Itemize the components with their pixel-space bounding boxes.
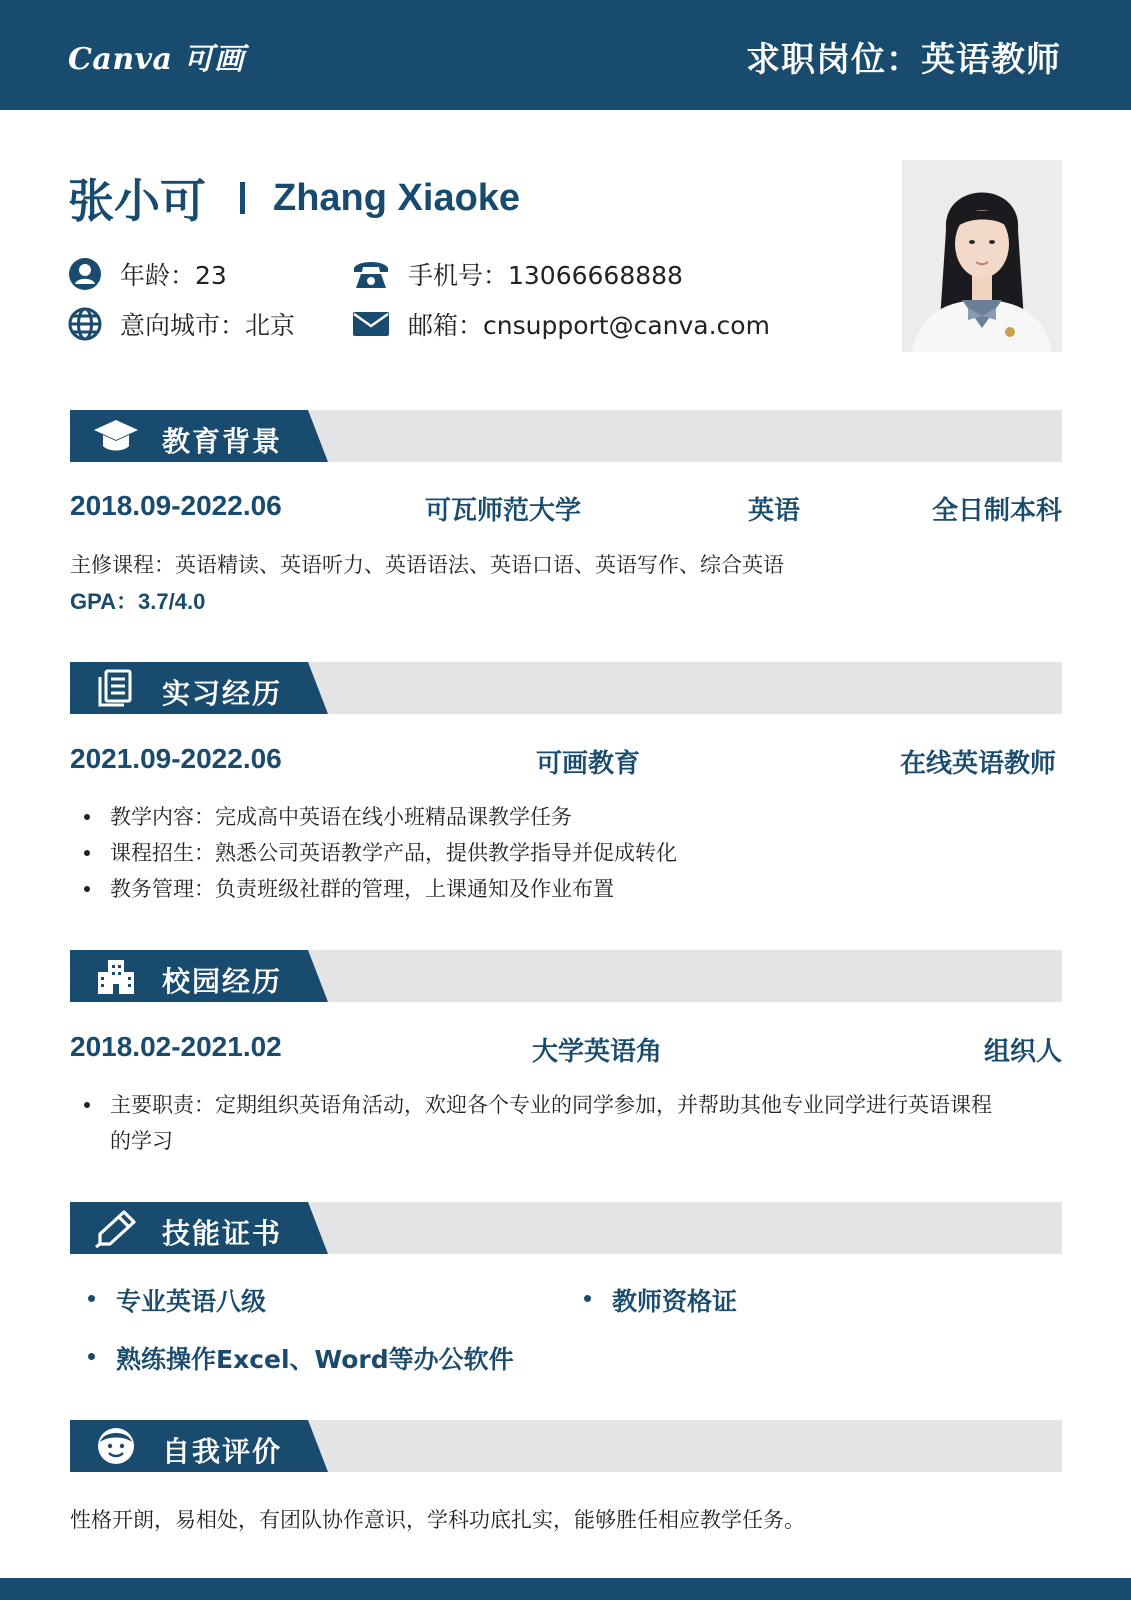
- education-courses: 主修课程：英语精读、英语听力、英语语法、英语口语、英语写作、综合英语: [70, 553, 784, 577]
- list-item: 主要职责：定期组织英语角活动，欢迎各个专业的同学参加，并帮助其他专业同学进行英语课程的学习: [70, 1087, 1010, 1159]
- self-section-header: [70, 1420, 1062, 1472]
- education-degree: 全日制本科: [931, 496, 1062, 526]
- education-row: [70, 490, 1062, 526]
- age-text: 年龄：23: [120, 261, 227, 290]
- envelope-icon: [352, 310, 390, 338]
- internship-org: 可画教育: [536, 749, 641, 779]
- list-item: 课程招生：熟悉公司英语教学产品，提供教学指导并促成转化: [70, 835, 1050, 871]
- city-text: 意向城市：北京: [120, 311, 296, 340]
- self-evaluation-text: 性格开朗，易相处，有团队协作意识，学科功底扎实，能够胜任相应教学任务。: [70, 1508, 805, 1532]
- skills-title: 技能证书: [162, 1217, 283, 1250]
- user-icon: [68, 257, 102, 291]
- email-info: [352, 306, 770, 342]
- campus-title: 校园经历: [162, 965, 283, 998]
- internship-section-header: [70, 662, 1062, 714]
- campus-org: 大学英语角: [532, 1037, 663, 1067]
- campus-role: 组织人: [983, 1037, 1062, 1067]
- list-item: 教学内容：完成高中英语在线小班精品课教学任务: [70, 799, 1050, 835]
- campus-bullets: [70, 1087, 1050, 1159]
- internship-date: 2021.09-2022.06: [70, 743, 282, 774]
- education-school: 可瓦师范大学: [425, 496, 582, 526]
- campus-date: 2018.02-2021.02: [70, 1031, 282, 1062]
- phone-text: 手机号：13066668888: [408, 261, 683, 290]
- internship-row: [70, 743, 1062, 779]
- footer-bar: [0, 1578, 1131, 1600]
- smiley-face-icon: [92, 1426, 140, 1466]
- skills-section-header: [70, 1202, 1062, 1254]
- education-date: 2018.09-2022.06: [70, 490, 282, 521]
- header-bar: [0, 0, 1131, 110]
- internship-role: 在线英语教师: [899, 749, 1056, 779]
- education-section-header: [70, 410, 1062, 462]
- building-icon: [92, 956, 140, 996]
- education-gpa: GPA：3.7/4.0: [70, 589, 206, 614]
- profile-photo: [902, 160, 1062, 352]
- internship-bullets: [70, 799, 1050, 907]
- document-icon: [92, 668, 140, 708]
- skill-item: 熟练操作Excel、Word等办公软件: [70, 1340, 514, 1376]
- education-major: 英语: [748, 496, 801, 526]
- name-row: [68, 170, 520, 226]
- internship-title: 实习经历: [162, 677, 283, 710]
- phone-icon: [352, 258, 390, 290]
- skill-item: 教师资格证: [566, 1282, 737, 1318]
- name-english: Zhang Xiaoke: [273, 176, 521, 219]
- name-chinese: 张小可: [68, 174, 206, 228]
- self-title: 自我评价: [162, 1435, 283, 1468]
- education-title: 教育背景: [162, 425, 283, 458]
- campus-section-header: [70, 950, 1062, 1002]
- list-item: 教务管理：负责班级社群的管理，上课通知及作业布置: [70, 871, 1050, 907]
- email-text: 邮箱：cnsupport@canva.com: [408, 311, 770, 340]
- job-title: 求职岗位：英语教师: [746, 40, 1061, 80]
- phone-info: [352, 256, 683, 292]
- city-info: [68, 306, 295, 342]
- age-info: [68, 256, 227, 292]
- campus-row: [70, 1031, 1062, 1067]
- canva-logo: Canva 可画: [68, 42, 245, 77]
- globe-icon: [68, 307, 102, 341]
- graduation-cap-icon: [92, 416, 140, 456]
- skill-item: 专业英语八级: [70, 1282, 266, 1318]
- pen-icon: [92, 1208, 140, 1248]
- name-divider: [240, 182, 245, 214]
